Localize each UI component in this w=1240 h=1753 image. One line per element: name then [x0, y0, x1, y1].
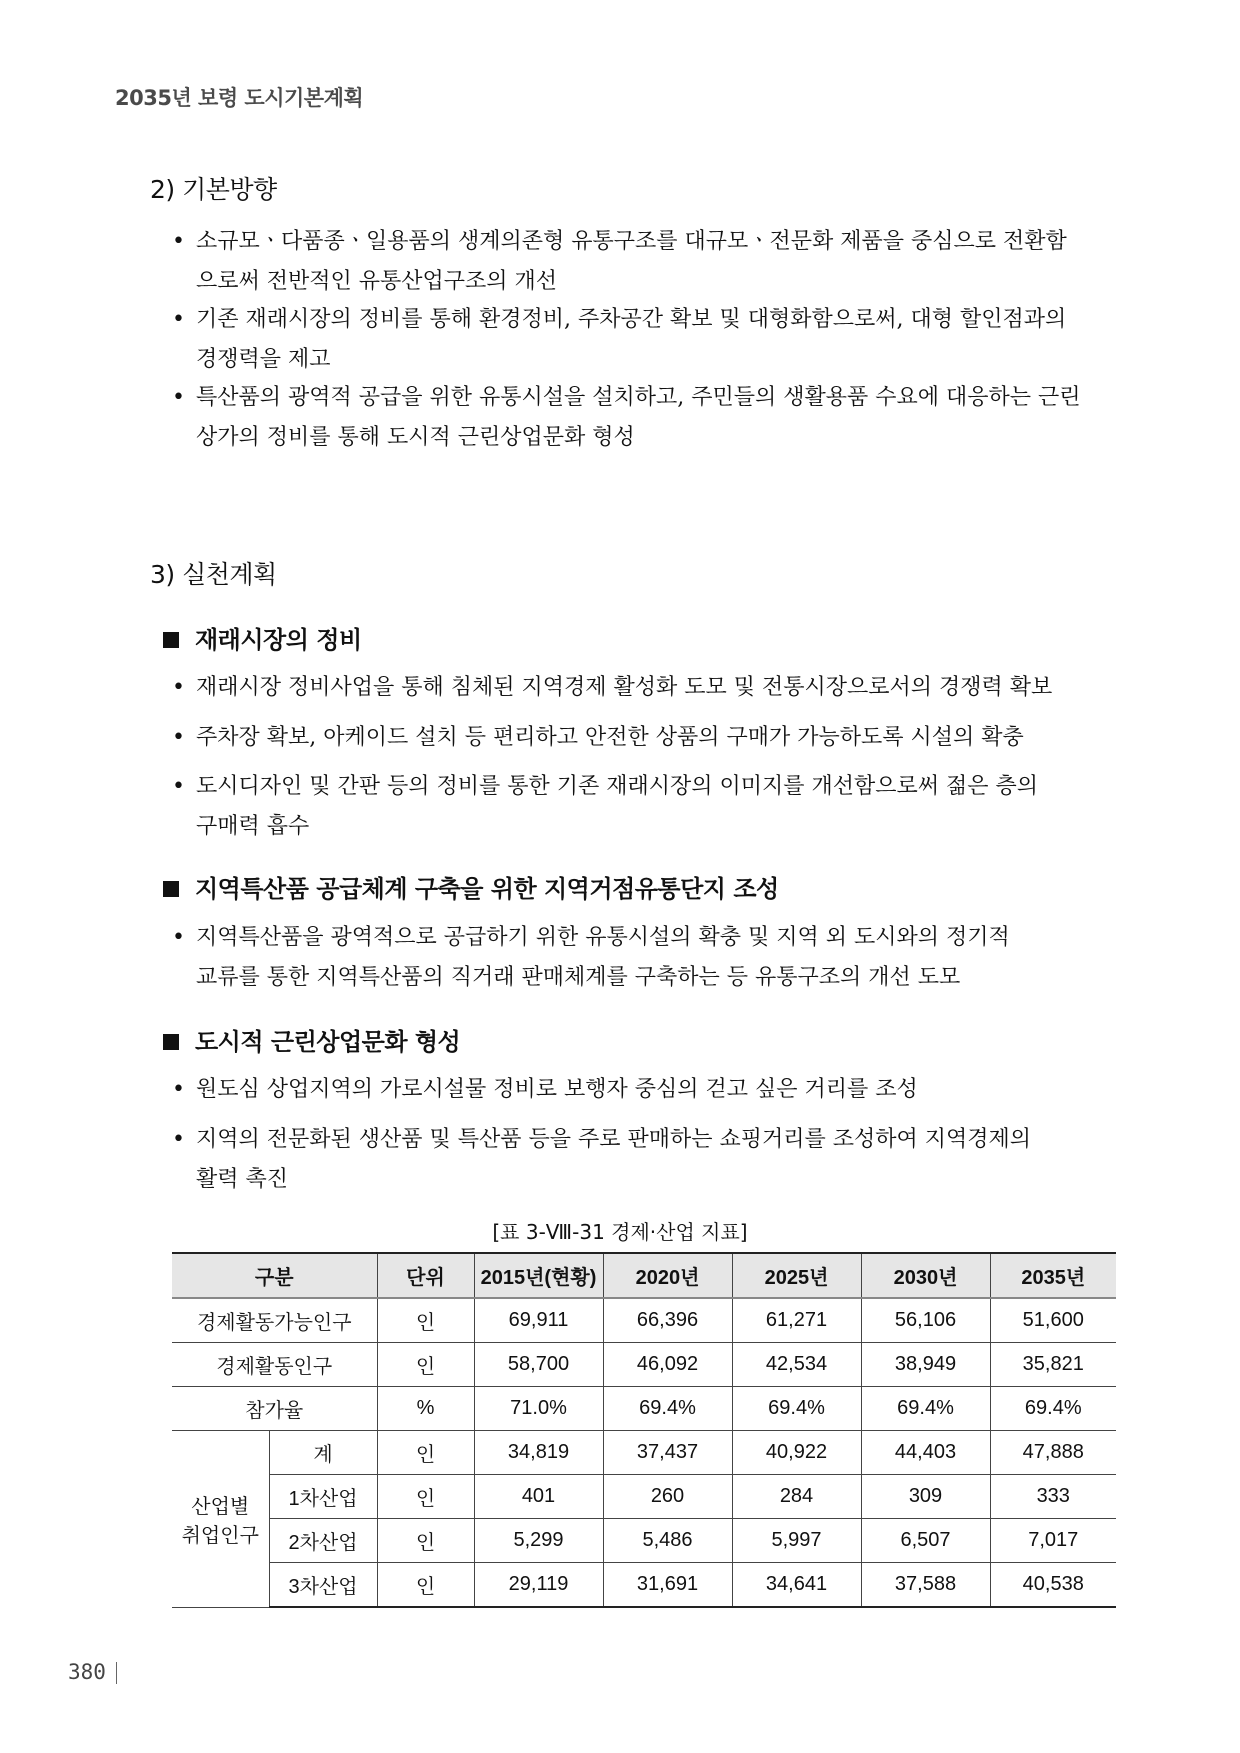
column-header: 구분 — [172, 1253, 377, 1298]
sub-heading: 도시적 근린상업문화 형성 — [163, 1022, 460, 1057]
value-cell: 58,700 — [474, 1343, 603, 1387]
value-cell: 66,396 — [603, 1298, 732, 1343]
value-cell: 56,106 — [861, 1298, 990, 1343]
page-number: 380 — [68, 1660, 117, 1684]
value-cell: 71.0% — [474, 1387, 603, 1431]
row-label: 계 — [269, 1431, 377, 1475]
square-bullet-icon — [163, 632, 179, 648]
value-cell: 51,600 — [990, 1298, 1116, 1343]
bullet-icon: • — [172, 675, 185, 700]
value-cell: 5,486 — [603, 1519, 732, 1563]
column-header: 2025년 — [732, 1253, 861, 1298]
column-header: 단위 — [377, 1253, 474, 1298]
sub-heading: 재래시장의 정비 — [163, 620, 362, 655]
sub-heading: 지역특산품 공급체계 구축을 위한 지역거점유통단지 조성 — [163, 869, 779, 904]
bullet-icon: • — [172, 307, 185, 332]
list-item: • 주차장 확보, 아케이드 설치 등 편리하고 안전한 상품의 구매가 가능하도록 시설의 확충 — [172, 718, 1122, 758]
table-row — [172, 1298, 1116, 1343]
list-item: • 지역의 전문화된 생산품 및 특산품 등을 주로 판매하는 쇼핑거리를 조성하여 지역경제의 활력 촉진 — [172, 1120, 1122, 1200]
value-cell: 69.4% — [861, 1387, 990, 1431]
value-cell: 40,922 — [732, 1431, 861, 1475]
value-cell: 37,588 — [861, 1563, 990, 1608]
value-cell: 401 — [474, 1475, 603, 1519]
bullet-icon: • — [172, 1077, 185, 1102]
value-cell: 309 — [861, 1475, 990, 1519]
value-cell: 34,641 — [732, 1563, 861, 1608]
row-label: 1차산업 — [269, 1475, 377, 1519]
row-label: 2차산업 — [269, 1519, 377, 1563]
row-label: 경제활동가능인구 — [172, 1298, 377, 1343]
bullet-icon: • — [172, 229, 185, 254]
unit-cell: 인 — [377, 1431, 474, 1475]
square-bullet-icon — [163, 1034, 179, 1050]
list-item: • 기존 재래시장의 정비를 통해 환경정비, 주차공간 확보 및 대형화함으로써, 대형 할인점과의 경쟁력을 제고 — [172, 300, 1122, 380]
section-title-action-plan: 3) 실천계획 — [150, 560, 277, 589]
value-cell: 34,819 — [474, 1431, 603, 1475]
unit-cell: 인 — [377, 1298, 474, 1343]
bullet-icon: • — [172, 1127, 185, 1152]
value-cell: 47,888 — [990, 1431, 1116, 1475]
bullet-icon: • — [172, 925, 185, 950]
value-cell: 284 — [732, 1475, 861, 1519]
table-row — [172, 1563, 1116, 1608]
value-cell: 31,691 — [603, 1563, 732, 1608]
row-label: 경제활동인구 — [172, 1343, 377, 1387]
table-row — [172, 1387, 1116, 1431]
unit-cell: 인 — [377, 1519, 474, 1563]
value-cell: 29,119 — [474, 1563, 603, 1608]
value-cell: 69.4% — [732, 1387, 861, 1431]
value-cell: 6,507 — [861, 1519, 990, 1563]
value-cell: 37,437 — [603, 1431, 732, 1475]
value-cell: 260 — [603, 1475, 732, 1519]
column-header: 2030년 — [861, 1253, 990, 1298]
value-cell: 42,534 — [732, 1343, 861, 1387]
bullet-icon: • — [172, 725, 185, 750]
row-label: 3차산업 — [269, 1563, 377, 1608]
value-cell: 69.4% — [990, 1387, 1116, 1431]
bullet-icon: • — [172, 385, 185, 410]
table-caption: [표 3-Ⅷ-31 경제·산업 지표] — [492, 1220, 748, 1244]
value-cell: 38,949 — [861, 1343, 990, 1387]
unit-cell: 인 — [377, 1563, 474, 1608]
divider — [116, 1662, 117, 1684]
column-header: 2015년(현황) — [474, 1253, 603, 1298]
economic-indicator-table — [172, 1252, 1116, 1608]
value-cell: 35,821 — [990, 1343, 1116, 1387]
running-header: 2035년 보령 도시기본계획 — [115, 86, 364, 110]
unit-cell: 인 — [377, 1475, 474, 1519]
value-cell: 44,403 — [861, 1431, 990, 1475]
value-cell: 333 — [990, 1475, 1116, 1519]
value-cell: 69,911 — [474, 1298, 603, 1343]
value-cell: 46,092 — [603, 1343, 732, 1387]
unit-cell: % — [377, 1387, 474, 1431]
value-cell: 5,997 — [732, 1519, 861, 1563]
square-bullet-icon — [163, 881, 179, 897]
unit-cell: 인 — [377, 1343, 474, 1387]
column-header: 2020년 — [603, 1253, 732, 1298]
section-title-basic-direction: 2) 기본방향 — [150, 175, 277, 204]
row-label: 참가율 — [172, 1387, 377, 1431]
value-cell: 40,538 — [990, 1563, 1116, 1608]
value-cell: 61,271 — [732, 1298, 861, 1343]
list-item: • 재래시장 정비사업을 통해 침체된 지역경제 활성화 도모 및 전통시장으로서의 경쟁력 확보 — [172, 668, 1122, 708]
column-header: 2035년 — [990, 1253, 1116, 1298]
value-cell: 5,299 — [474, 1519, 603, 1563]
table-row — [172, 1431, 1116, 1475]
table-header-row — [172, 1253, 1116, 1298]
table-row — [172, 1343, 1116, 1387]
value-cell: 7,017 — [990, 1519, 1116, 1563]
list-item: • 특산품의 광역적 공급을 위한 유통시설을 설치하고, 주민들의 생활용품 수요에 대응하는 근린 상가의 정비를 통해 도시적 근린상업문화 형성 — [172, 378, 1122, 458]
table-row — [172, 1475, 1116, 1519]
list-item: • 도시디자인 및 간판 등의 정비를 통한 기존 재래시장의 이미지를 개선함으로써 젊은 층의 구매력 흡수 — [172, 767, 1122, 847]
bullet-icon: • — [172, 774, 185, 799]
list-item: • 원도심 상업지역의 가로시설물 정비로 보행자 중심의 걷고 싶은 거리를 조성 — [172, 1070, 1122, 1110]
value-cell: 69.4% — [603, 1387, 732, 1431]
list-item: • 소규모ㆍ다품종ㆍ일용품의 생계의존형 유통구조를 대규모ㆍ전문화 제품을 중심으로 전환함 으로써 전반적인 유통산업구조의 개선 — [172, 222, 1122, 302]
table-row — [172, 1519, 1116, 1563]
group-label: 산업별 취업인구 — [172, 1431, 269, 1608]
list-item: • 지역특산품을 광역적으로 공급하기 위한 유통시설의 확충 및 지역 외 도시와의 정기적 교류를 통한 지역특산품의 직거래 판매체계를 구축하는 등 유통구조의 개선 도모 — [172, 918, 1122, 998]
